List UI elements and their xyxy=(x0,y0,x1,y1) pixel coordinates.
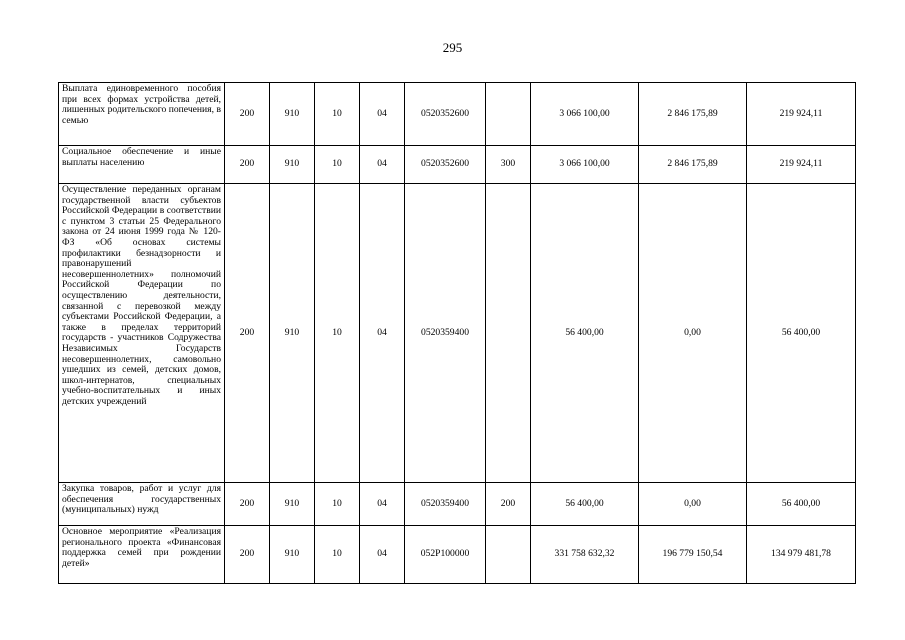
table-row xyxy=(59,483,856,526)
row-name-cell: Осуществление переданных органам государственной власти субъектов Российской Федерации в соответствии с пунктом 3 статьи 25 Федерального закона от 24 июня 1999 года № 120-ФЗ «Об основах системы профилактики безнадзорности и правонарушений несовершеннолетних» полномочий Российской Федерации по осуществлению деятельности, связанной с перевозкой между субъектами Российской Федерации, а также в пределах территорий государств - участников Содружества Независимых Государств несовершеннолетних, самовольно ушедших из семей, детских домов, школ-интернатов, специальных учебно-воспитательных и иных детских учреждений xyxy=(59,184,225,483)
csr-cell: 052P100000 xyxy=(405,526,486,584)
rest-cell: 219 924,11 xyxy=(747,83,856,146)
csr-cell: 0520359400 xyxy=(405,184,486,483)
rz-cell: 10 xyxy=(315,483,360,526)
rz-cell: 10 xyxy=(315,83,360,146)
ved-cell: 910 xyxy=(270,146,315,184)
pr-cell: 04 xyxy=(360,483,405,526)
rest-cell: 134 979 481,78 xyxy=(747,526,856,584)
plan-cell: 56 400,00 xyxy=(531,184,639,483)
page-number: 295 xyxy=(442,40,463,55)
row-name-cell: Социальное обеспечение и иные выплаты населению xyxy=(59,146,225,184)
gr-cell: 200 xyxy=(225,83,270,146)
rest-cell: 219 924,11 xyxy=(747,146,856,184)
pr-cell: 04 xyxy=(360,526,405,584)
ved-cell: 910 xyxy=(270,83,315,146)
rest-cell: 56 400,00 xyxy=(747,184,856,483)
plan-cell: 56 400,00 xyxy=(531,483,639,526)
ved-cell: 910 xyxy=(270,483,315,526)
plan-cell: 331 758 632,32 xyxy=(531,526,639,584)
gr-cell: 200 xyxy=(225,184,270,483)
csr-cell: 0520352600 xyxy=(405,146,486,184)
row-name-cell: Основное мероприятие «Реализация регионального проекта «Финансовая поддержка семей при рождении детей» xyxy=(59,526,225,584)
rz-cell: 10 xyxy=(315,184,360,483)
budget-table xyxy=(58,82,856,584)
gr-cell: 200 xyxy=(225,526,270,584)
vr-cell xyxy=(486,83,531,146)
ved-cell: 910 xyxy=(270,526,315,584)
vr-cell: 200 xyxy=(486,483,531,526)
vr-cell xyxy=(486,184,531,483)
rz-cell: 10 xyxy=(315,146,360,184)
row-name-cell: Выплата единовременного пособия при всех формах устройства детей, лишенных родительского попечения, в семью xyxy=(59,83,225,146)
vr-cell: 300 xyxy=(486,146,531,184)
rz-cell: 10 xyxy=(315,526,360,584)
ved-cell: 910 xyxy=(270,184,315,483)
table-row xyxy=(59,83,856,146)
fact-cell: 0,00 xyxy=(639,184,747,483)
row-name-cell: Закупка товаров, работ и услуг для обеспечения государственных (муниципальных) нужд xyxy=(59,483,225,526)
vr-cell xyxy=(486,526,531,584)
csr-cell: 0520359400 xyxy=(405,483,486,526)
rest-cell: 56 400,00 xyxy=(747,483,856,526)
pr-cell: 04 xyxy=(360,146,405,184)
fact-cell: 2 846 175,89 xyxy=(639,83,747,146)
fact-cell: 196 779 150,54 xyxy=(639,526,747,584)
table-row xyxy=(59,184,856,483)
fact-cell: 0,00 xyxy=(639,483,747,526)
table-body xyxy=(59,83,856,584)
csr-cell: 0520352600 xyxy=(405,83,486,146)
plan-cell: 3 066 100,00 xyxy=(531,83,639,146)
gr-cell: 200 xyxy=(225,483,270,526)
gr-cell: 200 xyxy=(225,146,270,184)
pr-cell: 04 xyxy=(360,184,405,483)
fact-cell: 2 846 175,89 xyxy=(639,146,747,184)
table-row xyxy=(59,526,856,584)
table-row xyxy=(59,146,856,184)
pr-cell: 04 xyxy=(360,83,405,146)
plan-cell: 3 066 100,00 xyxy=(531,146,639,184)
